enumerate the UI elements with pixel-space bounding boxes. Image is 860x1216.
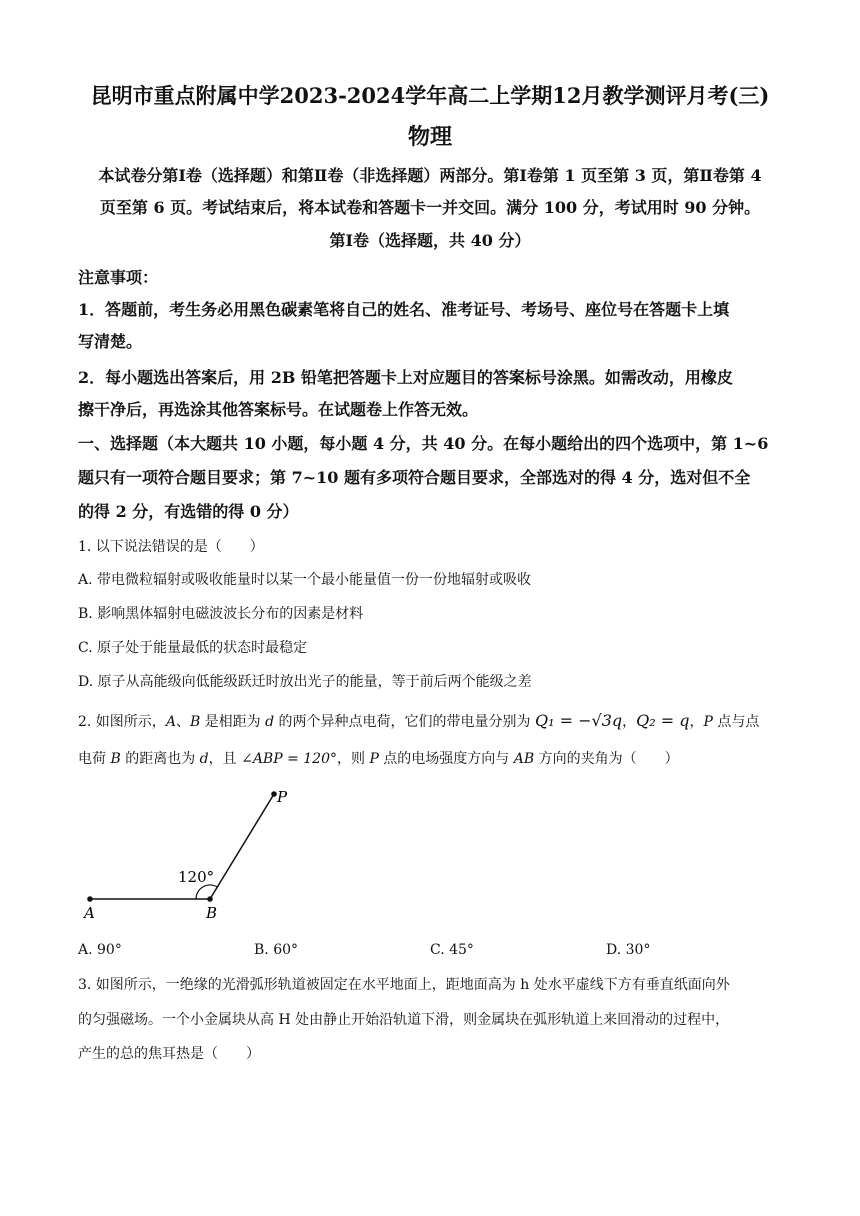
point-p-label: P bbox=[369, 751, 379, 767]
notice-item-2-line-1: 2．每小题选出答案后，用 2B 铅笔把答题卡上对应题目的答案标号涂黑。如需改动，用橡皮 bbox=[78, 368, 733, 387]
segment-bp bbox=[210, 794, 274, 899]
q2-option-a: A. 90° bbox=[78, 942, 122, 958]
notice-item-2-line-2: 擦干净后，再选涂其他答案标号。在试题卷上作答无效。 bbox=[78, 400, 479, 419]
point-p-label: P bbox=[703, 714, 713, 730]
q2-text: 的距离也为 bbox=[120, 751, 200, 767]
q2-option-c: C. 45° bbox=[430, 942, 474, 958]
q1-option-a: A. 带电微粒辐射或吸收能量时以某一个最小能量值一份一份地辐射或吸收 bbox=[78, 572, 532, 588]
charge-b-label: B bbox=[189, 714, 201, 730]
label-a: A bbox=[84, 904, 95, 922]
q3-line-3: 产生的总的焦耳热是（ ） bbox=[78, 1046, 260, 1062]
q2-stem-text: 点与点 bbox=[712, 714, 760, 730]
q2-option-d: D. 30° bbox=[606, 942, 651, 958]
part1-line-3: 的得 2 分，有选错的得 0 分） bbox=[78, 502, 299, 521]
distance-d: d bbox=[265, 714, 275, 730]
q1-option-d: D. 原子从高能级向低能级跃迁时放出光子的能量，等于前后两个能级之差 bbox=[78, 674, 532, 690]
section-heading: 第Ⅰ卷（选择题，共 40 分） bbox=[329, 231, 531, 250]
charge-a-label: A bbox=[165, 714, 176, 730]
notice-item-1-line-1: 1．答题前，考生务必用黑色碳素笔将自己的姓名、准考证号、考场号、座位号在答题卡上填 bbox=[78, 300, 730, 319]
notice-heading: 注意事项： bbox=[78, 268, 159, 287]
distance-d: d bbox=[199, 751, 209, 767]
part1-line-2: 题只有一项符合题目要求；第 7~10 题有多项符合题目要求，全部选对的得 4 分，选对但不全 bbox=[78, 468, 751, 487]
q2-stem-text: 的两个异种点电荷，它们的带电量分别为 bbox=[274, 714, 536, 730]
notice-item-1-line-2: 写清楚。 bbox=[78, 332, 143, 351]
q3-line-1: 3. 如图所示，一绝缘的光滑弧形轨道被固定在水平地面上，距地面高为 h 处水平虚线下方有垂直纸面向外 bbox=[78, 977, 730, 993]
angle-formula: ABP = 120° bbox=[252, 751, 337, 767]
q1-option-c: C. 原子处于能量最低的状态时最稳定 bbox=[78, 640, 308, 656]
part1-line-1: 一、选择题（本大题共 10 小题，每小题 4 分，共 40 分。在每小题给出的四个选项中，第 1~6 bbox=[78, 434, 769, 453]
q2-stem-text: 是相距为 bbox=[200, 714, 266, 730]
intro-line-2: 页至第 6 页。考试结束后，将本试卷和答题卡一并交回。满分 100 分，考试用时 90 分钟。 bbox=[99, 198, 761, 217]
q2-text: 点的电场强度方向与 bbox=[378, 751, 514, 767]
label-b: B bbox=[206, 904, 218, 922]
q3-line-2: 的匀强磁场。一个小金属块从高 H 处由静止开始沿轨道下滑，则金属块在弧形轨道上来回滑动的过程中， bbox=[78, 1012, 730, 1028]
q2-stem-line-1 bbox=[78, 704, 788, 739]
point-a bbox=[87, 896, 93, 902]
intro-line-1: 本试卷分第Ⅰ卷（选择题）和第Ⅱ卷（非选择题）两部分。第Ⅰ卷第 1 页至第 3 页，第Ⅱ卷第 4 bbox=[98, 166, 762, 185]
point-p bbox=[271, 791, 277, 797]
exam-title: 昆明市重点附属中学2023-2024学年高二上学期12月教学测评月考(三) bbox=[90, 83, 770, 108]
q2-comma: ， bbox=[689, 714, 704, 730]
q2-sep: 、 bbox=[175, 714, 190, 730]
q2-figure bbox=[78, 784, 298, 924]
q2-stem-text: 2. 如图所示， bbox=[78, 714, 166, 730]
charge-b-label: B bbox=[110, 751, 121, 767]
q2-text: ，且 ∠ bbox=[208, 751, 253, 767]
q2-stem-line-2 bbox=[78, 742, 788, 776]
point-b bbox=[207, 896, 213, 902]
q2-option-b: B. 60° bbox=[254, 942, 299, 958]
subject-title: 物理 bbox=[407, 124, 452, 150]
q2-text: 电荷 bbox=[78, 751, 111, 767]
q2-text: 方向的夹角为（ ） bbox=[534, 751, 679, 767]
label-p: P bbox=[277, 788, 288, 806]
q2-charge-formula: Q₂ = q bbox=[636, 711, 690, 730]
ab-label: AB bbox=[513, 751, 535, 767]
q1-option-b: B. 影响黑体辐射电磁波波长分布的因素是材料 bbox=[78, 606, 364, 622]
angle-label: 120° bbox=[178, 868, 215, 886]
q1-charge-formula: Q₁ = −√3q bbox=[535, 711, 623, 730]
q2-comma: ， bbox=[622, 714, 637, 730]
q2-text: ，则 bbox=[336, 751, 370, 767]
q1-stem: 1. 以下说法错误的是（ ） bbox=[78, 539, 264, 555]
